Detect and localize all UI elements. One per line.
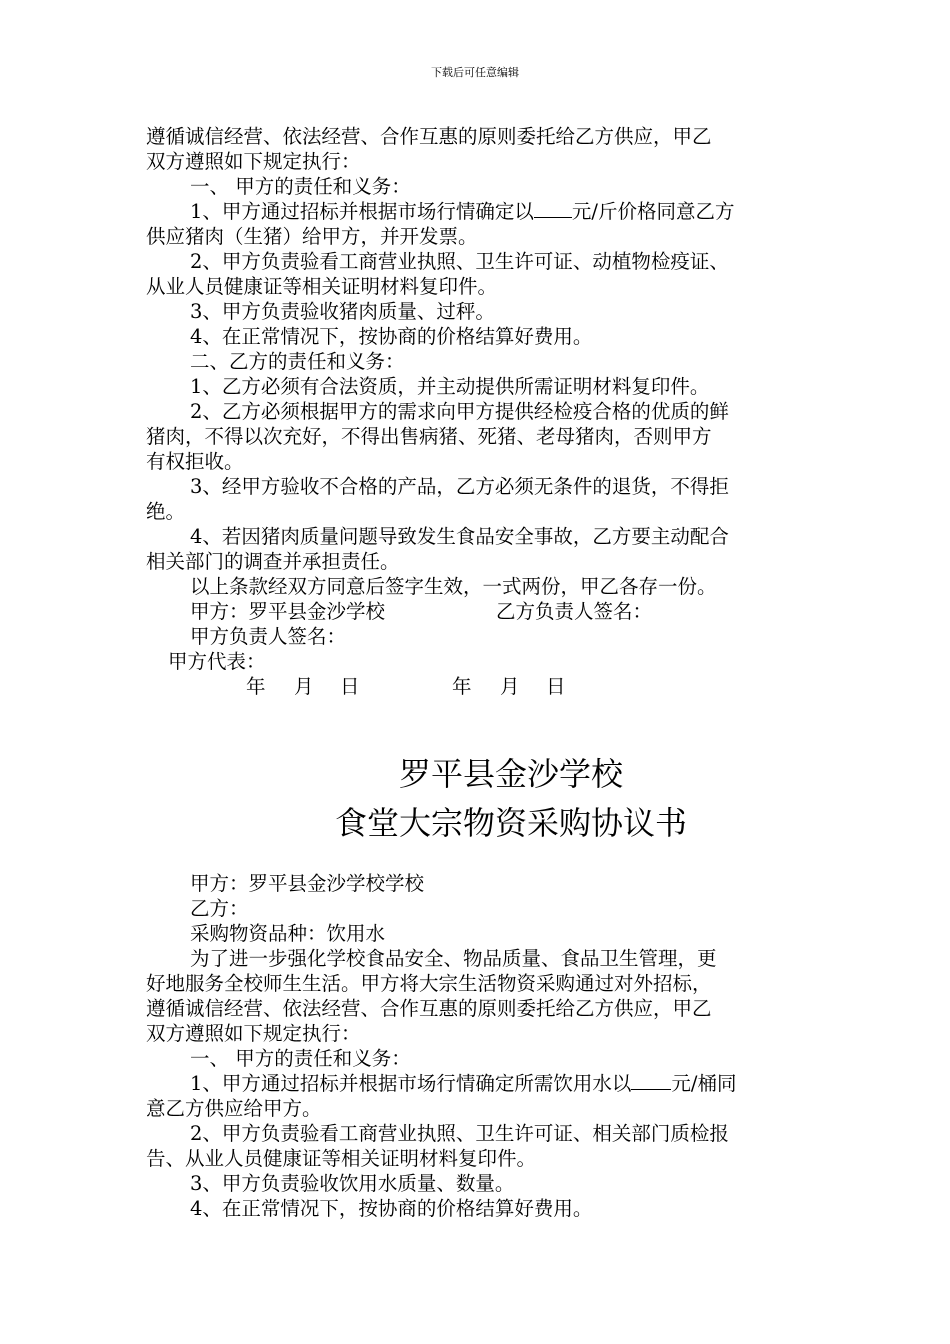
paragraph-line: 3、经甲方验收不合格的产品，乙方必须无条件的退货，不得拒 — [190, 475, 729, 498]
price-blank — [534, 199, 572, 218]
paragraph-line: 猪肉，不得以次充好，不得出售病猪、死猪、老母猪肉，否则甲方 — [146, 425, 712, 448]
header-note: 下载后可任意编辑 — [431, 66, 519, 79]
item-line: 采购物资品种：饮用水 — [190, 922, 386, 945]
signature-row — [146, 599, 808, 624]
paragraph-line: 从业人员健康证等相关证明材料复印件。 — [146, 275, 498, 298]
party-b-rep-signature: 乙方负责人签名： — [496, 600, 653, 623]
date-month: 月 — [294, 675, 314, 698]
date-month: 月 — [500, 675, 520, 698]
paragraph-line: 双方遵照如下规定执行： — [146, 1022, 361, 1045]
paragraph-line: 3、甲方负责验收饮用水质量、数量。 — [190, 1172, 515, 1195]
agreement-title: 食堂大宗物资采购协议书 — [334, 804, 687, 842]
paragraph-line: 意乙方供应给甲方。 — [146, 1097, 322, 1120]
paragraph-line: 2、甲方负责验看工商营业执照、卫生许可证、相关部门质检报 — [190, 1122, 729, 1145]
date-row — [146, 674, 808, 699]
school-title: 罗平县金沙学校 — [398, 755, 623, 793]
section-heading: 二、乙方的责任和义务： — [190, 350, 405, 373]
party-a-name: 甲方：罗平县金沙学校 — [190, 600, 386, 623]
party-b-line: 乙方： — [190, 897, 249, 920]
price-clause-text: 1、甲方通过招标并根据市场行情确定以 — [190, 200, 534, 223]
paragraph-line: 2、乙方必须根据甲方的需求向甲方提供经检疫合格的优质的鲜 — [190, 400, 729, 423]
paragraph-line: 好地服务全校师生生活。甲方将大宗生活物资采购通过对外招标， — [146, 972, 712, 995]
paragraph-line: 遵循诚信经营、依法经营、合作互惠的原则委托给乙方供应，甲乙 — [146, 125, 712, 148]
price-clause — [146, 1071, 808, 1096]
paragraph-line: 2、甲方负责验看工商营业执照、卫生许可证、动植物检疫证、 — [190, 250, 729, 273]
paragraph-line: 3、甲方负责验收猪肉质量、过秤。 — [190, 300, 495, 323]
paragraph-line: 告、从业人员健康证等相关证明材料复印件。 — [146, 1147, 537, 1170]
price-clause-unit: 元/桶同 — [671, 1072, 737, 1095]
paragraph-line: 4、在正常情况下，按协商的价格结算好费用。 — [190, 1197, 593, 1220]
paragraph-line: 1、乙方必须有合法资质，并主动提供所需证明材料复印件。 — [190, 375, 710, 398]
paragraph-line: 绝。 — [146, 500, 186, 523]
paragraph-line: 4、在正常情况下，按协商的价格结算好费用。 — [190, 325, 593, 348]
price-blank — [631, 1071, 671, 1090]
paragraph-line: 相关部门的调查并承担责任。 — [146, 550, 400, 573]
paragraph-line: 遵循诚信经营、依法经营、合作互惠的原则委托给乙方供应，甲乙 — [146, 997, 712, 1020]
price-clause-text: 1、甲方通过招标并根据市场行情确定所需饮用水以 — [190, 1072, 632, 1095]
price-clause-unit: 元/斤价格同意乙方 — [571, 200, 735, 223]
party-a-delegate: 甲方代表： — [168, 650, 266, 673]
date-day: 日 — [546, 675, 566, 698]
party-a-line: 甲方：罗平县金沙学校学校 — [190, 872, 425, 895]
paragraph-line: 供应猪肉（生猪）给甲方，并开发票。 — [146, 225, 478, 248]
paragraph-line: 有权拒收。 — [146, 450, 244, 473]
paragraph-line: 4、若因猪肉质量问题导致发生食品安全事故，乙方要主动配合 — [190, 525, 729, 548]
price-clause — [146, 199, 808, 224]
date-year: 年 — [246, 675, 266, 698]
party-a-rep-signature: 甲方负责人签名： — [190, 625, 347, 648]
paragraph-line: 双方遵照如下规定执行： — [146, 150, 361, 173]
agreement-section-1 — [146, 124, 808, 699]
paragraph-line: 为了进一步强化学校食品安全、物品质量、食品卫生管理，更 — [190, 947, 717, 970]
paragraph-line: 以上条款经双方同意后签字生效，一式两份，甲乙各存一份。 — [190, 575, 717, 598]
date-year: 年 — [452, 675, 472, 698]
section-heading: 一、 甲方的责任和义务： — [190, 1047, 411, 1070]
agreement-section-2 — [146, 871, 808, 1221]
section-heading: 一、 甲方的责任和义务： — [190, 175, 411, 198]
date-day: 日 — [340, 675, 360, 698]
